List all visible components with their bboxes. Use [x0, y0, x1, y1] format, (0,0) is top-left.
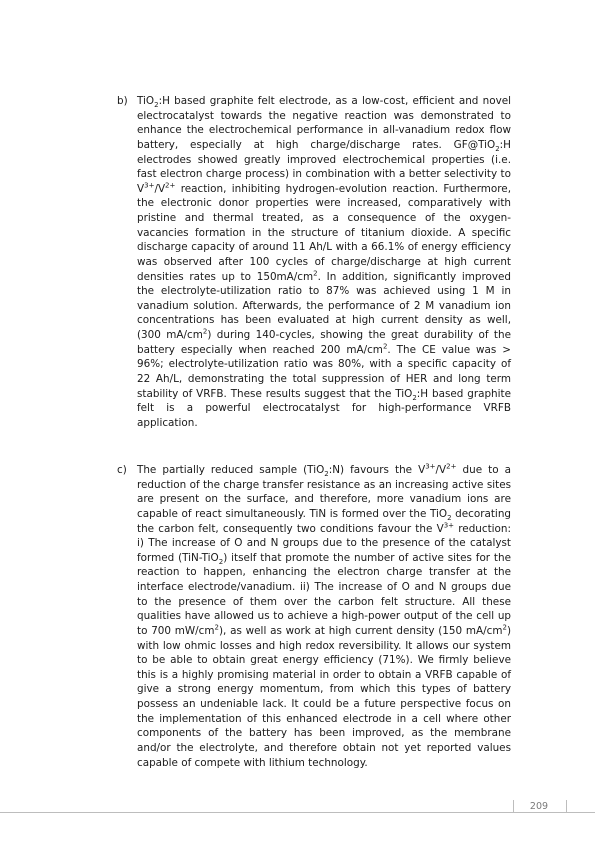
superscript: 2: [502, 623, 507, 632]
text-run: :H based graphite felt is a powerful electrocatalyst for high-performance VRFB application.: [137, 387, 511, 429]
subscript: 2: [218, 557, 224, 566]
superscript: 2: [313, 269, 318, 278]
text-run: ) itself that promote the number of active sites for the reaction to happen, enhancing the electron charge transfer at the interface electrode/vanadium. ii) The increase of O and N groups due to the presence of them over the carbon felt structure. All these qualities have allowed us to achieve a high-power output of the cell up to 700 mW/cm: [137, 551, 511, 637]
text-run: The partially reduced sample (TiO: [137, 464, 325, 476]
text-run: reaction, inhibiting hydrogen-evolution reaction. Furthermore, the electronic donor properties were increased, comparatively with pristine and thermal treated, as a consequence of the oxygen-vacancies formation in the structure of titanium dioxide. A specific discharge capacity of around 11 Ah/L with a 66.1% of energy efficiency was observed after 100 cycles of charge/discharge at high current densities rates up to 150mA/cm: [137, 182, 511, 283]
superscript: 3+: [425, 462, 436, 471]
text-run: :N) favours the V: [328, 464, 426, 476]
subscript: 2: [495, 144, 500, 153]
superscript: 3+: [443, 521, 455, 530]
superscript: 2: [382, 342, 388, 351]
footer-rule: [0, 812, 595, 813]
subscript: 2: [447, 513, 452, 522]
text-run: /V: [154, 182, 166, 195]
subscript: 2: [154, 101, 159, 110]
paragraph-b: [117, 94, 511, 430]
text-run: ) with low ohmic losses and high redox reversibility. It allows our system to be able to obtain great energy efficiency (71%). We firmly believe this is a highly promising material in order to obtain a VRFB capable of give a strong energy momentum, from which this types of battery possess an undeniable lack. It could be a future perspective focus on the implementation of this enhanced electrode in a cell where other components of the battery has been improved, as the membrane and/or the electrolyte, and therefore obtain not yet reported values capable of compete with lithium technology.: [137, 624, 511, 769]
text-run: ) during 140-cycles, showing the great durability of the battery especially when reached 200 mA/cm: [137, 329, 511, 356]
text-run: :H electrodes showed greatly improved electrochemical properties (i.e. fast electron charge process) in combination with a better selectivity to V: [137, 138, 511, 195]
text-run: reduction: i) The increase of O and N groups due to the presence of the catalyst formed (TiN-TiO: [137, 522, 511, 564]
superscript: 2: [214, 623, 219, 632]
text-run: ), as well as work at high current density (150 mA/cm: [219, 624, 503, 637]
superscript: 2+: [446, 462, 457, 471]
superscript: 2+: [165, 181, 176, 190]
subscript: 2: [324, 470, 329, 479]
text-run: :H based graphite felt electrode, as a low-cost, efficient and novel electrocatalyst towards the negative reaction was demonstrated to enhance the electrochemical performance in all-vanadium redox flow battery, especially at high charge/discharge rates. GF@TiO: [137, 95, 511, 151]
text-run: due to a reduction of the charge transfer resistance as an increasing active sites are present on the surface, and therefore, more vanadium ions are capable of react simultaneously. TiN is formed over the TiO: [137, 464, 512, 520]
list-label-b: b): [117, 95, 128, 107]
text-run: /V: [435, 464, 447, 476]
list-label-c: c): [117, 464, 127, 476]
text-run: . The CE value was > 96%; electrolyte-utilization ratio was 80%, with a specific capacity of 22 Ah/L, demonstrating the total suppression of HER and long term stability of VRFB. These results suggest that the TiO: [137, 343, 511, 400]
paragraph-c-text: [137, 463, 511, 770]
text-run: decorating the carbon felt, consequently two conditions favour the V: [137, 507, 511, 535]
paragraph-c: [117, 463, 511, 770]
text-run: TiO: [137, 95, 155, 107]
superscript: 2: [202, 327, 208, 336]
subscript: 2: [412, 393, 417, 402]
superscript: 3+: [144, 181, 155, 190]
text-run: . In addition, significantly improved the electrolyte-utilization ratio to 87% was achieved using 1 M in vanadium solution. Afterwards, the performance of 2 M vanadium ion concentrations has been evaluated at high current density as well, (300 mA/cm: [137, 270, 511, 341]
page-number: 209: [529, 801, 549, 812]
paragraph-b-text: [137, 94, 511, 430]
